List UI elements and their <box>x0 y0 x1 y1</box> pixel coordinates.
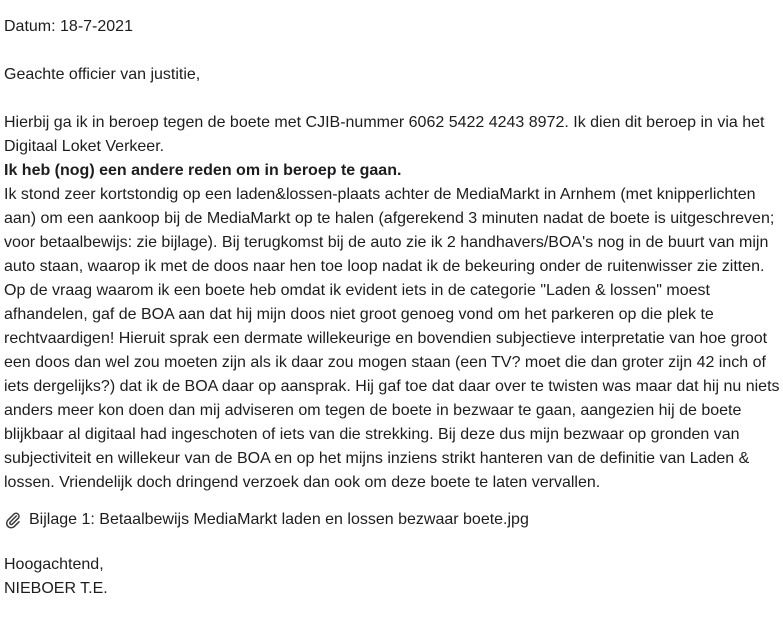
paperclip-icon <box>4 511 22 529</box>
reason-body: Ik stond zeer kortstondig op een laden&lossen-plaats achter de MediaMarkt in Arnhem (met knipperlichten aan) om een aankoop bij de MediaMarkt op te halen (afgerekend 3 minuten nadat de boete is uitgeschreven; voor betaalbewijs: zie bijlage). Bij terugkomst bij de auto zie ik 2 handhavers/BOA's nog in de buurt van mijn auto staan, waarop ik met de doos naar hen toe loop nadat ik de bekeuring onder de ruitenwisser zie zitten. Op de vraag waarom ik een boete heb omdat ik evident iets in de categorie "Laden & lossen" moest afhandelen, gaf de BOA aan dat hij mijn doos niet groot genoeg vond om het parkeren op die plek te rechtvaardigen! Hieruit sprak een dermate willekeurige en bovendien subjectieve interpretatie van hoe groot een doos dan wel zou moeten zijn als ik daar zou mogen staan (een TV? moet die dan groter zijn 42 inch of iets dergelijks?) dat ik de BOA daar op aansprak. Hij gaf toe dat daar over te twisten was maar dat hij nu niets anders meer kon doen dan mij adviseren om tegen de boete in bezwaar te gaan, aangezien hij de boete blijkbaar al digitaal had ingeschoten of iets van die strekking. Bij deze dus mijn bezwaar op gronden van subjectiviteit en willekeur van de BOA en op het mijns inziens strikt hanteren van de definitie van Laden & lossen. Vriendelijk doch dringend verzoek dan ook om deze boete te laten vervallen. <box>4 186 780 491</box>
letter-salutation: Geachte officier van justitie, <box>4 66 201 83</box>
letter-date: Datum: 18-7-2021 <box>4 18 133 35</box>
attachment[interactable] <box>4 508 783 532</box>
signature-name: NIEBOER T.E. <box>4 580 108 597</box>
letter-intro: Hierbij ga ik in beroep tegen de boete met CJIB-nummer 6062 5422 4243 8972. Ik dien dit beroep in via het Digitaal Loket Verkeer. <box>4 114 765 155</box>
reason-heading: Ik heb (nog) een andere reden om in beroep te gaan. <box>4 162 402 179</box>
letter-closing: Hoogachtend, <box>4 556 104 573</box>
attachment-label[interactable]: Bijlage 1: Betaalbewijs MediaMarkt laden en lossen bezwaar boete.jpg <box>29 511 529 528</box>
